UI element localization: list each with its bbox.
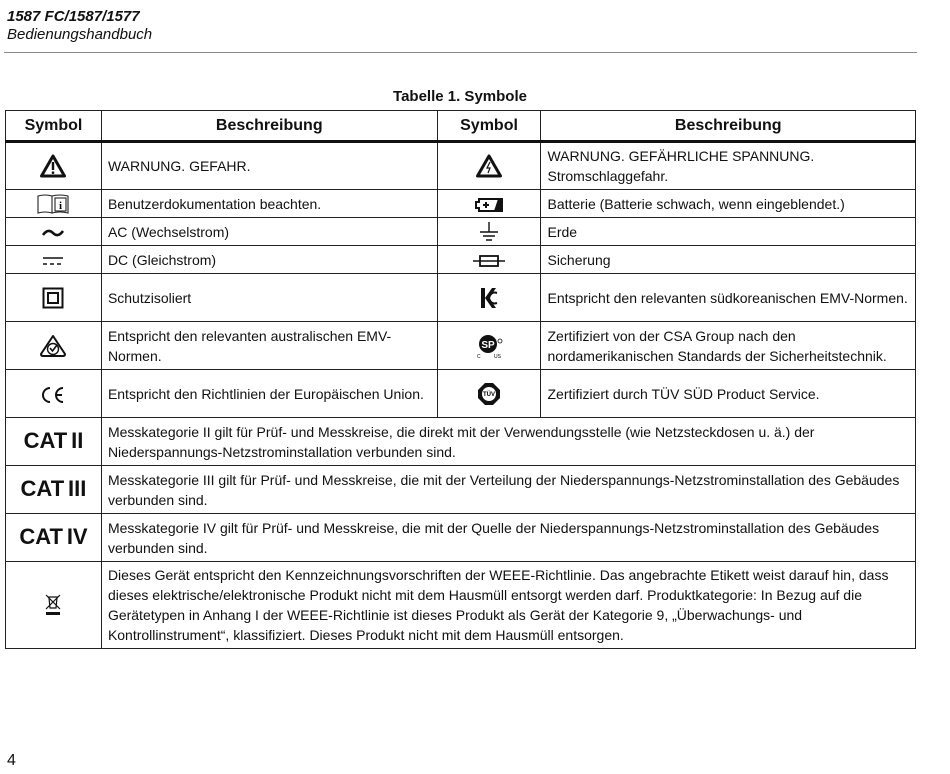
- symbol-cell: [6, 218, 102, 246]
- ce-mark-icon: [39, 386, 67, 404]
- page-number: 4: [7, 752, 16, 769]
- symbol-cell: [6, 274, 102, 322]
- table-row: [6, 274, 916, 322]
- cat-label: CAT: [20, 475, 65, 501]
- cat-iv-symbol: [6, 514, 102, 562]
- description-cell: Zertifiziert von der CSA Group nach den nordamerikanischen Standards der Sicherheitstechnik.: [541, 322, 916, 370]
- header-divider: [4, 52, 917, 53]
- table-row: [6, 466, 916, 514]
- description-cell: DC (Gleichstrom): [101, 246, 437, 274]
- symbol-cell: [6, 370, 102, 418]
- symbol-cell: [437, 370, 541, 418]
- symbol-cell: [437, 142, 541, 190]
- description-cell: WARNUNG. GEFAHR.: [101, 142, 437, 190]
- description-cell: WARNUNG. GEFÄHRLICHE SPANNUNG. Stromschlaggefahr.: [541, 142, 916, 190]
- double-insulated-icon: [42, 287, 64, 309]
- rcm-mark-icon: [39, 334, 67, 358]
- document-header: [7, 8, 152, 44]
- symbol-cell: [6, 142, 102, 190]
- cat-roman: IV: [66, 523, 88, 549]
- model-title: 1587 FC/1587/1577: [7, 8, 140, 25]
- cat-iii-symbol: [6, 466, 102, 514]
- symbol-cell: [437, 246, 541, 274]
- cat-label: CAT: [23, 427, 68, 453]
- description-cell: Messkategorie IV gilt für Prüf- und Messkreise, die mit der Quelle der Niederspannungs-Netzstrominstallation des Gebäudes verbunden sind.: [101, 514, 915, 562]
- description-cell: Entspricht den Richtlinien der Europäischen Union.: [101, 370, 437, 418]
- table-row: [6, 246, 916, 274]
- symbol-cell: [437, 322, 541, 370]
- description-cell: Schutzisoliert: [101, 274, 437, 322]
- svg-text:US: US: [494, 353, 501, 359]
- svg-text:SP: SP: [481, 339, 495, 351]
- symbol-cell: [6, 246, 102, 274]
- description-cell: Entspricht den relevanten australischen EMV-Normen.: [101, 322, 437, 370]
- table-row: [6, 514, 916, 562]
- fuse-icon: [472, 254, 506, 268]
- svg-text:C: C: [477, 353, 481, 359]
- description-cell: Zertifiziert durch TÜV SÜD Product Service.: [541, 370, 916, 418]
- table-row: [6, 370, 916, 418]
- description-cell: Benutzerdokumentation beachten.: [101, 190, 437, 218]
- cat-roman: II: [71, 427, 84, 453]
- column-header-description: Beschreibung: [541, 111, 916, 142]
- symbol-cell: [6, 190, 102, 218]
- column-header-symbol: Symbol: [6, 111, 102, 142]
- description-cell: Entspricht den relevanten südkoreanischen EMV-Normen.: [541, 274, 916, 322]
- table-caption: Tabelle 1. Symbole: [393, 88, 527, 105]
- description-cell: Dieses Gerät entspricht den Kennzeichnungsvorschriften der WEEE-Richtlinie. Das angebrachte Etikett weist darauf hin, dass dieses elektrische/elektronische Produkt nicht mit dem Hausmüll entsorgt werden darf. Produktkategorie: In Bezug auf die Gerätetypen in Anhang I der WEEE-Richtlinie ist dieses Produkt als Gerät der Kategorie 9, „Überwachungs- und Kontrollinstrument“, klassifiziert. Dieses Produkt nicht mit dem Hausmüll entsorgen.: [101, 562, 915, 649]
- manual-subtitle: Bedienungshandbuch: [7, 26, 153, 43]
- symbol-cell: [6, 322, 102, 370]
- symbol-cell: [437, 274, 541, 322]
- symbol-cell: [6, 562, 102, 649]
- svg-text:TÜV: TÜV: [483, 391, 496, 398]
- cat-ii-symbol: [6, 418, 102, 466]
- table-row: [6, 190, 916, 218]
- description-cell: Messkategorie II gilt für Prüf- und Messkreise, die direkt mit der Verwendungsstelle (wie Netzsteckdosen u. ä.) der Niederspannungs-Netzstrominstallation verbunden sind.: [101, 418, 915, 466]
- description-cell: Sicherung: [541, 246, 916, 274]
- weee-crossed-bin-icon: [44, 593, 62, 617]
- table-row: [6, 218, 916, 246]
- column-header-symbol: Symbol: [437, 111, 541, 142]
- table-row: [6, 418, 916, 466]
- symbol-cell: [437, 218, 541, 246]
- table-row: [6, 142, 916, 190]
- symbols-table: [5, 110, 916, 649]
- column-header-description: Beschreibung: [101, 111, 437, 142]
- high-voltage-triangle-icon: [476, 154, 502, 178]
- battery-icon: [474, 197, 504, 213]
- symbol-cell: [437, 190, 541, 218]
- cat-roman: III: [68, 475, 87, 501]
- cat-label: CAT: [19, 523, 63, 549]
- description-cell: AC (Wechselstrom): [101, 218, 437, 246]
- description-cell: Messkategorie III gilt für Prüf- und Messkreise, die mit der Verteilung der Niederspannungs-Netzstrominstallation des Gebäudes verbunden sind.: [101, 466, 915, 514]
- description-cell: Batterie (Batterie schwach, wenn eingeblendet.): [541, 190, 916, 218]
- dc-icon: [41, 255, 65, 267]
- ac-wave-icon: [41, 226, 65, 240]
- table-header-row: [6, 111, 916, 142]
- description-cell: Erde: [541, 218, 916, 246]
- user-documentation-icon: [36, 193, 70, 215]
- warning-triangle-icon: [40, 154, 66, 178]
- svg-text:i: i: [59, 199, 63, 212]
- earth-ground-icon: [478, 221, 500, 243]
- kc-mark-icon: [480, 287, 498, 309]
- table-row: [6, 322, 916, 370]
- tuv-mark-icon: [477, 382, 501, 406]
- table-row: [6, 562, 916, 649]
- csa-mark-icon: [473, 333, 505, 359]
